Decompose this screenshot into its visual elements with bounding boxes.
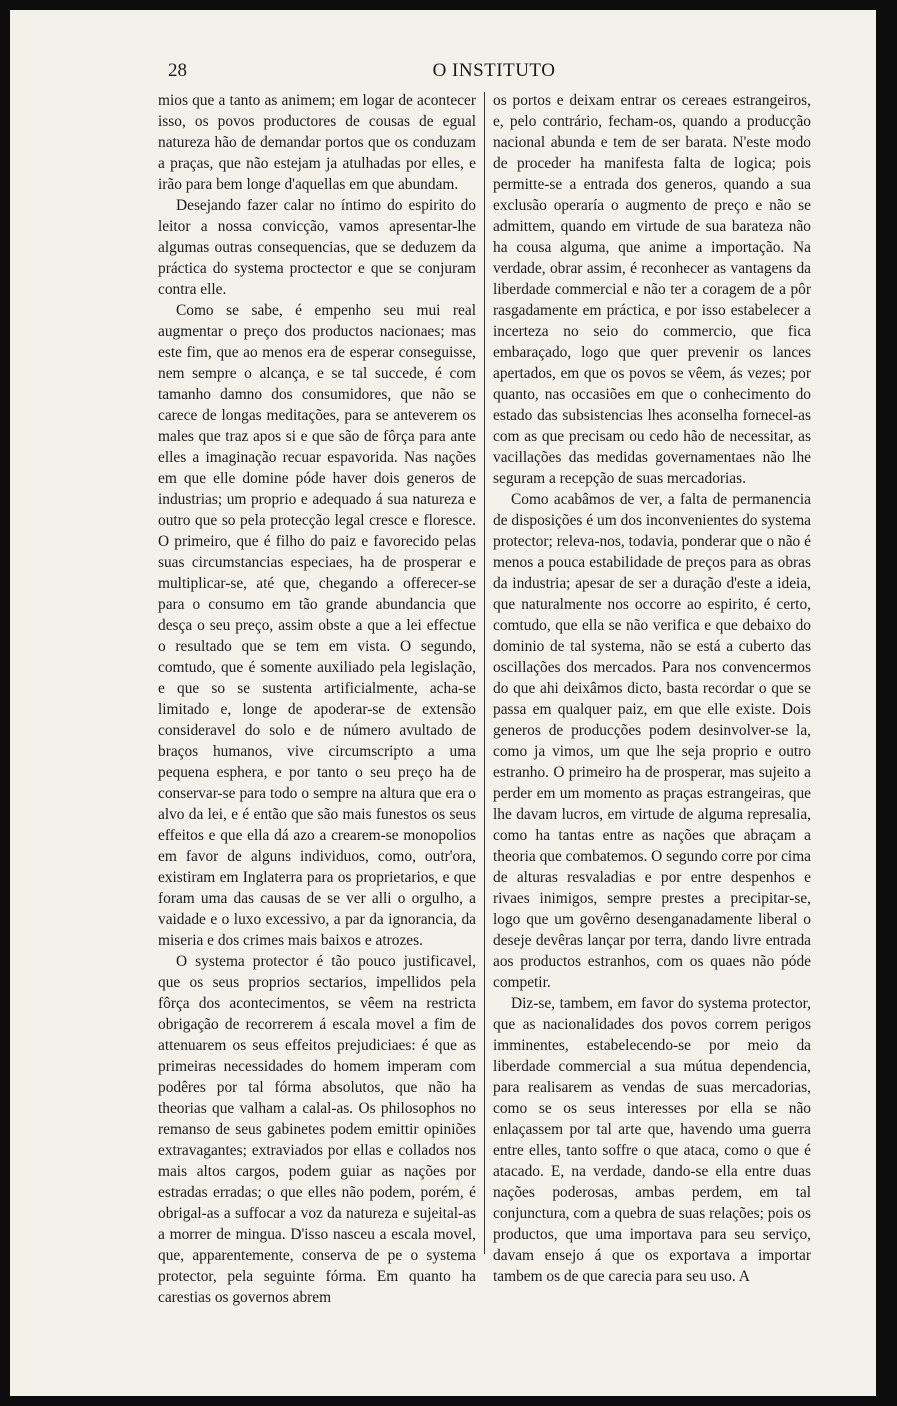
paragraph: os portos e deixam entrar os cereaes estrangeiros, e, pelo contrário, fecham-os, quando a producção nacional abunda e tem de ser barata. N'este modo de proceder ha manifesta falta de logica; pois permitte-se a entrada dos generos, quando a sua exclusão operaría o augmento de preço e não se admittem, quando em virtude de sua barateza não ha cousa alguma, que anime a importação. Na verdade, obrar assim, é reconhecer as vantagens da liberdade commercial e não ter a coragem de a pôr rasgadamente em práctica, e por isso estabelecer a incerteza no seio do commercio, que fica embaraçado, logo que quer prevenir os lances apertados, em que os povos se vêem, ás vezes; por quanto, nas occasiões em que o conhecimento do estado das subsistencias lhes aconselha fornecel-as com as que precisam ou cedo hão de necessitar, as vacillações das medidas governamentaes não lhe seguram a recepção de suas mercadorias. [493,92,811,487]
paragraph: Diz-se, tambem, em favor do systema protector, que as nacionalidades dos povos correm perigos imminentes, estabelecendo-se por meio da liberdade commercial a sua mútua dependencia, para realisarem as vendas de suas mercadorias, como se os seus interesses por ella se não enlaçassem por tal arte que, havendo uma guerra entre elles, tanto soffre o que ataca, como o que é atacado. E, na verdade, dando-se ella entre duas nações poderosas, ambas perdem, em tal conjunctura, com a quebra de suas relações; pois os productos, que uma importava para seu serviço, davam ensejo á que os exportava a importar tambem os de que carecia para seu uso. A [493,995,811,1285]
running-title: O INSTITUTO [432,60,556,81]
running-header [168,60,820,84]
paragraph: mios que a tanto as animem; em logar de acontecer isso, os povos productores de cousas de egual natureza hão de demandar portos que os conduzam a praças, que não estejam ja atulhadas por elles, e irão para bem longe d'aquellas em que abundam. [158,92,476,193]
column-divider [484,92,485,1254]
paragraph: Como se sabe, é empenho seu mui real augmentar o preço dos productos nacionaes; mas este fim, que ao menos era de esperar conseguisse, nem sempre o alcança, e se tal succede, é com tamanho damno dos consumidores, que não se carece de longas meditações, para se anteverem os males que traz apos si e que são de fôrça para ante elles a imaginação recuar espavorida. Nas nações em que elle domine póde haver dois generos de industrias; um proprio e adequado á sua natureza e outro que so pela protecção legal cresce e floresce. O primeiro, que é filho do paiz e favorecido pelas suas circumstancias especiaes, ha de prosperar e multiplicar-se, até que, chegando a offerecer-se para o consumo em tão grande abundancia que desça o seu preço, assim obste a que a lei effectue o resultado que se tem em vista. O segundo, comtudo, que é somente auxiliado pela legislação, e que so se sustenta artificialmente, acha-se limitado e, longe de apoderar-se de extensão consideravel do solo e de número avultado de braços humanos, vive circumscripto a uma pequena esphera, e por tanto o seu preço ha de conservar-se para todo o sempre na altura que era o alvo da lei, e é então que são mais funestos os seus effeitos e que ella dá azo a crearem-se monopolios em favor de alguns individuos, como, outr'ora, existiram em Inglaterra para os proprietarios, e que foram uma das causas de se ver alli o orgulho, a vaidade e o luxo excessivo, a par da ignorancia, da miseria e dos crimes mais baixos e atrozes. [158,302,476,949]
paragraph: O systema protector é tão pouco justificavel, que os seus proprios sectarios, impellidos pela fôrça dos acontecimentos, se vêem na restricta obrigação de recorrerem á escala movel a fim de attenuarem os seus effeitos prejudiciaes: é que as primeiras necessidades do homem imperam com podêres por tal fórma absolutos, que não ha theorias que valham a calal-as. Os philosophos no remanso de seus gabinetes podem emittir opiniões extravagantes; extraviados por ellas e collados nos mais altos cargos, podem guiar as nações por estradas erradas; o que elles não podem, porém, é obrigal-as a suffocar a voz da natureza e sujeital-as a morrer de mingua. D'isso nasceu a escala movel, que, apparentemente, conserva de pe o systema protector, pela seguinte fórma. Em quanto ha carestias os governos abrem [158,953,476,1306]
right-column [493,90,811,1287]
paragraph: Desejando fazer calar no íntimo do espirito do leitor a nossa convicção, vamos apresentar-lhe algumas outras consequencias, que se deduzem da práctica do systema proctector e que se conjuram contra elle. [158,197,476,298]
paragraph: Como acabâmos de ver, a falta de permanencia de disposições é um dos inconvenientes do systema protector; releva-nos, todavia, ponderar que o não é menos a pouca estabilidade de preços para as obras da industria; apesar de ser a duração d'este a ideia, que naturalmente nos occorre ao espirito, é certo, comtudo, que ella se não verifica e que debaixo do dominio de tal systema, não se está a cuberto das oscillações dos mercados. Para nos convencermos do que ahi deixâmos dicto, basta recordar o que se passa em qualquer paiz, em que elle existe. Dois generos de producções podem desinvolver-se la, como ja vimos, um que lhe seja proprio e outro estranho. O primeiro ha de prosperar, mas sujeito a perder em um momento as praças estrangeiras, que lhe davam lucros, em virtude de alguma represalia, como ha tantas entre as nações que abraçam a theoria que combatemos. O segundo corre por cima de alturas resvaladias e por entre despenhos e rivaes inimigos, sempre prestes a precipitar-se, logo que um govêrno desenganadamente liberal o deseje devêras lançar por terra, dando livre entrada aos productos estranhos, com os quaes não póde competir. [493,491,811,991]
left-column [158,90,476,1308]
page-number: 28 [168,60,187,81]
